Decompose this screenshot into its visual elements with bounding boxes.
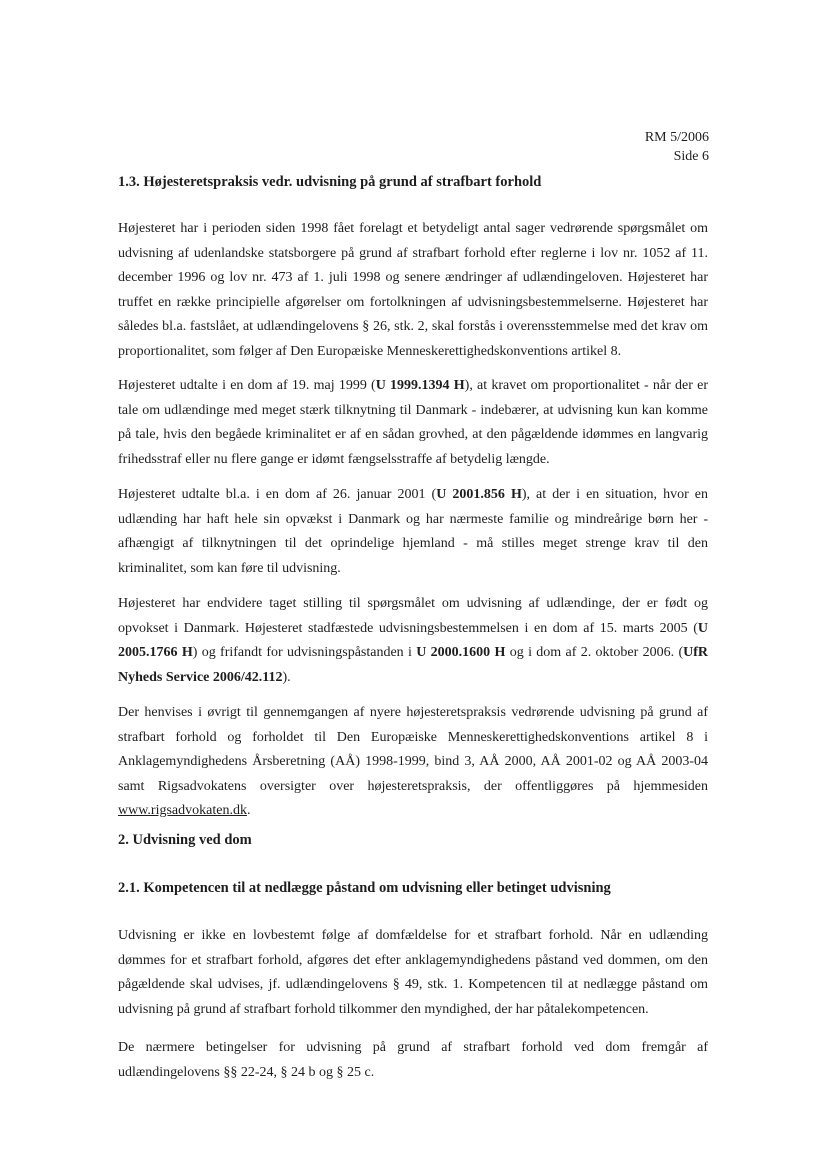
paragraph-1-3-references: Der henvises i øvrigt til gennemgangen af nyere højesteretspraksis vedrørende udvisning på grund af strafbart forhold og forholdet til Den Europæiske Menneskerettighedskonventions artikel 8 i Anklagemyndighedens Årsberetning (AÅ) 1998-1999, bind 3, AÅ 2000, AÅ 2001-02 og AÅ 2003-04 samt Rigsadvokatens oversigter over højesteretspraksis, der offentliggøres på hjemmesiden www.rigsadvokaten.dk. bbox=[118, 705, 708, 818]
paragraph-1-3-ruling-1999: Højesteret udtalte i en dom af 19. maj 1999 (U 1999.1394 H), at kravet om proportionalitet - når der er tale om udlændinge med meget stærk tilknytning til Danmark - indebærer, at udvisning kun kan komme på tale, hvis den begåede kriminalitet er af en sådan grovhed, at den pågældende idømmes en langvarig frihedsstraf eller nu flere gange er idømt fængselsstraffe af betydelig længde. bbox=[118, 378, 709, 467]
case-reference: UfR Nyheds Service 2006/42.112 bbox=[118, 645, 709, 685]
paragraph-1-3-ruling-2001: Højesteret udtalte bl.a. i en dom af 26. januar 2001 (U 2001.856 H), at der i en situation, hvor en udlænding har haft hele sin opvækst i Danmark og har nærmeste familie og mindreårige børn her - afhængigt af tilknytningen til det oprindelige hjemland - må stilles meget strenge krav til den kriminalitet, som kan føre til udvisning. bbox=[118, 487, 709, 576]
document-reference: RM 5/2006 bbox=[644, 130, 709, 145]
case-reference: U 2001.856 H bbox=[436, 487, 522, 502]
page-number: Side 6 bbox=[673, 149, 709, 164]
website-link[interactable]: www.rigsadvokaten.dk bbox=[118, 803, 247, 818]
paragraph-1-3-intro: Højesteret har i perioden siden 1998 fået forelagt et betydeligt antal sager vedrørende spørgsmålet om udvisning af udenlandske statsborgere på grund af strafbart forhold efter reglerne i lov nr. 1052 af 11. december 1996 og lov nr. 473 af 1. juli 1998 og senere ændringer af udlændingeloven. Højesteret har truffet en række principielle afgørelser om fortolkningen af udvisningsbestemmelserne. Højesteret har således bl.a. fastslået, at udlændingelovens § 26, stk. 2, skal forstås i overensstemmelse med det krav om proportionalitet, som følger af Den Europæiske Menneskerettighedskonventions artikel 8. bbox=[118, 221, 708, 359]
case-reference: U 2000.1600 H bbox=[416, 645, 506, 660]
paragraph-2-1-competence: Udvisning er ikke en lovbestemt følge af domfældelse for et strafbart forhold. Når en udlænding dømmes for et strafbart forhold, afgøres det efter anklagemyndighedens påstand ved dommen, om den pågældende skal udvises, jf. udlændingelovens § 49, stk. 1. Kompetencen til at nedlægge påstand om udvisning på grund af strafbart forhold tilkommer den myndighed, der har påtalekompetencen. bbox=[118, 928, 708, 1017]
paragraph-2-1-conditions: De nærmere betingelser for udvisning på grund af strafbart forhold ved dom fremgår af udlændingelovens §§ 22-24, § 24 b og § 25 c. bbox=[118, 1040, 708, 1080]
section-heading-2: 2. Udvisning ved dom bbox=[118, 832, 252, 848]
section-heading-2-1: 2.1. Kompetencen til at nedlægge påstand om udvisning eller betinget udvisning bbox=[118, 880, 611, 896]
paragraph-1-3-born-in-denmark: Højesteret har endvidere taget stilling til spørgsmålet om udvisning af udlændinge, der er født og opvokset i Danmark. Højesteret stadfæstede udvisningsbestemmelsen i en dom af 15. marts 2005 (U 2005.1766 H) og frifandt for udvisningspåstanden i U 2000.1600 H og i dom af 2. oktober 2006. (UfR Nyheds Service 2006/42.112). bbox=[118, 596, 709, 685]
case-reference: U 2005.1766 H bbox=[118, 620, 708, 660]
page-header bbox=[645, 128, 709, 166]
case-reference: U 1999.1394 H bbox=[375, 378, 465, 393]
section-heading-1-3: 1.3. Højesteretspraksis vedr. udvisning på grund af strafbart forhold bbox=[118, 174, 542, 190]
